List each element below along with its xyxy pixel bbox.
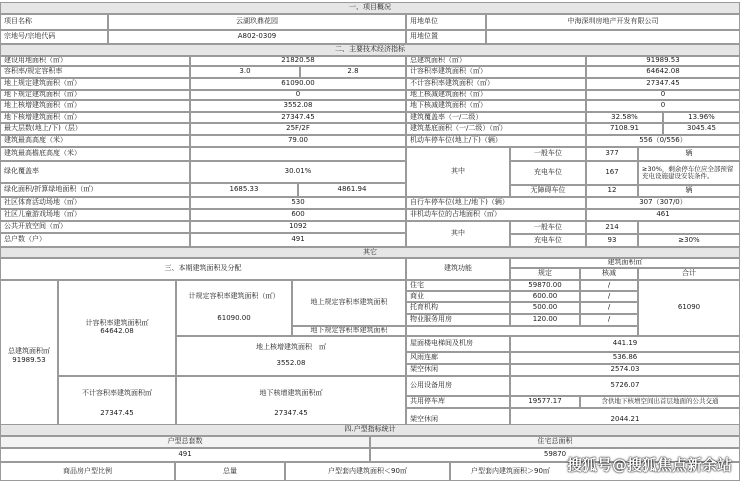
green-label: 绿化覆盖率 [0,161,190,183]
above-dec-label: 地上核减建筑面积（㎡） [406,90,586,100]
row-res-v: 59870.00 [510,280,580,291]
row-fan: 风雨连廊 [406,352,510,364]
row-cul-v: 500.00 [510,302,580,314]
row-ov-v: 2574.03 [510,364,740,376]
row-res-c: / [580,280,638,291]
row-pm-v: 120.00 [510,314,580,326]
bike: 307（307/0） [586,197,740,209]
above-core: 3552.08 [190,100,406,112]
general: 377 [586,147,638,161]
s4-h2: 总量 [175,462,285,481]
s3-far-total-label: 计容积率建筑面积㎡ [85,319,149,328]
nonfar-area: 27347.45 [586,78,740,90]
under-far-area: 0 [190,90,406,100]
max-height: 79.00 [190,135,406,147]
floors-label: 最大层数(地上/下)（层） [0,123,190,135]
row-pm-c: / [580,314,638,326]
charging-label: 充电车位 [510,161,586,185]
total-area-cell-label [0,280,58,432]
s3-total-label: 总建筑面积㎡ [8,346,50,355]
above-far-area-label: 地上规定建筑面积（㎡） [0,78,190,90]
row-com-v: 600.00 [510,291,580,302]
s4-households: 491 [0,448,370,462]
nonmotor-label: 非机动车位的占地面积（㎡） [406,209,586,221]
far-area-label: 计容积率建筑面积（㎡） [406,66,586,78]
total-area-label: 总建筑面积（㎡） [406,56,586,66]
charging2-label: 充电车位 [510,234,586,247]
other-title: 其它 [0,247,740,258]
max-height-label: 建筑最高高度（米） [0,135,190,147]
land-user-label: 用地单位 [406,14,486,30]
lot-code: A802-0309 [108,30,406,44]
project-name-label: 项目名称 [0,14,108,30]
green-area-label: 绿化面积/折算绿地面积（㎡） [0,183,190,197]
land-location [486,30,740,44]
row-ov: 架空休闲 [406,364,510,376]
land-area: 21820.58 [190,56,406,66]
row-ref: 屋面楼电梯间及机房 [406,336,510,352]
coverage-2: 13.96% [663,112,740,123]
far-rule: 2.8 [300,66,406,78]
green-area: 1685.33 [190,183,298,197]
under-far-area-label: 地下规定建筑面积（㎡） [0,90,190,100]
general2: 214 [586,221,638,234]
far-label: 容积率/规定容积率 [0,66,190,78]
row-ov2: 架空休闲 [406,408,510,432]
ext-height [190,147,406,161]
floors: 25F/2F [190,123,406,135]
s3-nonfar-label: 不计容积率建筑面积㎡ [82,389,152,398]
s4-h1: 商品房户型比例 [0,462,175,481]
land-user: 中海深圳房地产开发有限公司 [486,14,740,30]
row-park: 共用停车库 [406,396,510,408]
barrier-label: 无障碍车位 [510,185,586,197]
col-rule: 规定 [510,268,580,280]
general2-blank [638,221,740,234]
section-2-title: 二、主要技术经济指标 [0,44,740,56]
barrier-unit: 辆 [638,185,740,197]
general-label: 一般车位 [510,147,586,161]
base-area-1: 7108.91 [586,123,663,135]
above-far-area: 61090.00 [190,78,406,90]
charging: 167 [586,161,638,185]
section-1-title: 一、项目概况 [0,2,740,14]
open-label: 公共开放空间（㎡） [0,221,190,233]
green: 30.01% [190,161,406,183]
bike-label: 自行车停车位(地上/地下)（辆） [406,197,586,209]
s3-under-core-val: 27347.45 [274,409,308,417]
nonfar-area-label: 不计容积率建筑面积（㎡） [406,78,586,90]
under-dec-label: 地下核减建筑面积（㎡） [406,100,586,112]
charging2-note: ≥30% [638,234,740,247]
under-rule-blank [406,326,638,336]
row-pm: 物业服务用房 [406,314,510,326]
s3-under-core-label: 地下核增建筑面积㎡ [259,389,323,398]
above-core-label: 地上核增建筑面积（㎡） [0,100,190,112]
s3-far-rule-label: 计规定容积率建筑面积（㎡） [188,292,280,301]
general2-label: 一般车位 [510,221,586,234]
parking: 556（0/556） [586,135,740,147]
households: 491 [190,233,406,247]
under-rule-label: 地下规定容积率建筑面积 [292,326,406,336]
far-total-cell [58,280,176,376]
charging-note: ≥30%，剩余停车位应全部预留充电设施建设安装条件。 [638,161,740,185]
base-area-label: 建筑基底面积（一/二级）（㎡） [406,123,586,135]
charging2: 93 [586,234,638,247]
row-cul: 托育机构 [406,302,510,314]
s3-above-core-label: 地上核增建筑面积 ㎡ [256,343,326,352]
open: 1092 [190,221,406,233]
s4-h3: 户型套内建筑面积＜90㎡ [285,462,450,481]
row-pub-v: 5726.07 [510,376,740,396]
project-name: 云湖玖鼎花园 [108,14,406,30]
base-area-2: 3045.45 [663,123,740,135]
coverage-label: 建筑覆盖率（一/二级） [406,112,586,123]
under-core-label: 地下核增建筑面积（㎡） [0,112,190,123]
row-com-c: / [580,291,638,302]
lot-code-label: 宗地号/宗地代码 [0,30,108,44]
row-pub: 公用设备用房 [406,376,510,396]
bike-among-label: 其中 [406,221,510,247]
s3-far-rule-val: 61090.00 [217,314,251,322]
under-core: 27347.45 [190,112,406,123]
area-header: 建筑面积㎡ [510,258,740,268]
far-area: 64642.08 [586,66,740,78]
parking-among-label: 其中 [406,147,510,197]
s4-res-area-label: 住宅总面积 [370,436,740,448]
total-area: 91989.53 [586,56,740,66]
section-4-title: 四.户型指标统计 [0,424,740,436]
row-park-note: 含供地下核增空间出首层地面的公共交通 [580,396,740,408]
land-location-label: 用地位置 [406,30,486,44]
watermark: 搜狐号@搜狐焦点新余站 [566,456,732,474]
row-res: 住宅 [406,280,510,291]
under-dec: 0 [586,100,740,112]
nonmotor: 461 [586,209,740,221]
above-core-cell [176,336,406,376]
func-label: 建筑功能 [406,258,510,280]
above-dec: 0 [586,90,740,100]
parking-label: 机动车停车位(地上/下)（辆） [406,135,586,147]
row-fan-v: 536.86 [510,352,740,364]
total-col-val: 61090 [638,280,740,336]
s3-nonfar-val: 27347.45 [100,409,134,417]
s4-households-label: 户型总套数 [0,436,370,448]
above-rule-label: 地上规定容积率建筑面积 [292,280,406,326]
s3-far-total-val: 64642.08 [100,327,134,335]
section-3-title: 三、本期建筑面积及分配 [0,258,406,280]
col-total: 合计 [638,268,740,280]
col-core: 核减 [580,268,638,280]
sports-label: 社区体育活动场地（㎡） [0,197,190,209]
sports: 530 [190,197,406,209]
households-label: 总户数（户） [0,233,190,247]
row-com: 商业 [406,291,510,302]
general-unit: 辆 [638,147,740,161]
coverage-1: 32.58% [586,112,663,123]
row-ov2-v: 2044.21 [510,408,740,432]
s4-res-area: 59870 [370,448,740,462]
row-ref-v: 441.19 [510,336,740,352]
row-park-v: 19577.17 [510,396,580,408]
green-area-2: 4861.94 [298,183,406,197]
kids: 600 [190,209,406,221]
barrier: 12 [586,185,638,197]
row-cul-c: / [580,302,638,314]
far-rule-cell [176,280,292,336]
s3-above-core-val: 3552.08 [276,359,306,367]
kids-label: 社区儿童游戏场地（㎡） [0,209,190,221]
s4-h4: 户型套内建筑面积＞90㎡ [450,462,740,481]
far: 3.0 [190,66,300,78]
ext-height-label: 建筑最高檐底高度（米） [0,147,190,161]
s3-total-val: 91989.53 [12,356,46,364]
land-area-label: 建设用地面积（㎡） [0,56,190,66]
